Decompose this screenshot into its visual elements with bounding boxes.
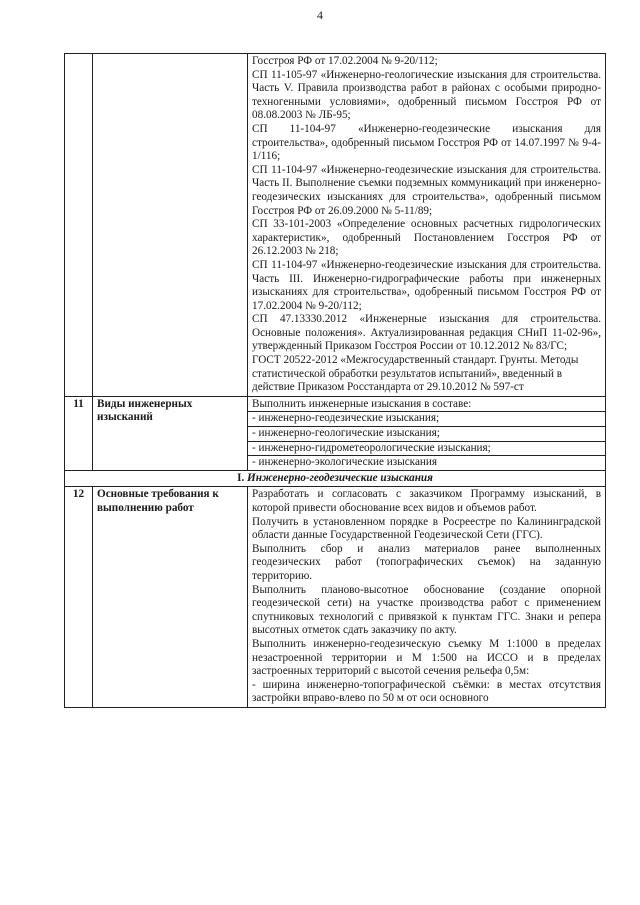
list-item: - инженерно-экологические изыскания xyxy=(252,456,438,469)
requirements-table xyxy=(64,53,606,708)
normative-reference: ГОСТ 20522-2012 «Межгосударственный стандарт. Грунты. Методы статистической обработки результатов испытаний», введенный в действие Приказом Росстандарта от 29.10.2012 № 597-ст xyxy=(252,354,579,394)
requirement-paragraph: Получить в установленном порядке в Росреестре по Калининградской области данные Государственной Геодезической Сети (ГГС). xyxy=(252,515,601,542)
list-item: - инженерно-геодезические изыскания; xyxy=(248,412,605,427)
row-title: Виды инженерных изысканий xyxy=(93,396,248,470)
table-row-11 xyxy=(65,396,606,470)
normative-reference: СП 11-104-97 «Инженерно-геодезические изыскания для строительства. Часть II. Выполнение съемки подземных коммуникаций при инженерно-геодезических изысканиях для строительства», одобренный письмом Госстроя РФ от 26.09.2000 № 5-11/89; xyxy=(252,163,601,217)
row-number: 12 xyxy=(65,487,93,708)
row-number-cell xyxy=(65,54,93,397)
table-row-12 xyxy=(65,487,606,708)
normative-reference: СП 11-104-97 «Инженерно-геодезические изыскания для строительства. Часть III. Инженерно-гидрографические работы при инженерных изысканиях для строительства», одобренный письмом Госстроя РФ от 17.02.2004 № 9-20/112; xyxy=(252,258,601,312)
page-number: 4 xyxy=(317,8,323,22)
section-heading xyxy=(65,470,606,487)
row-text-cell xyxy=(248,396,606,470)
normative-reference: СП 11-105-97 «Инженерно-геологические изыскания для строительства. Часть V. Правила производства работ в районах с особыми природно-техногенными условиями», одобренный письмом Госстроя РФ от 08.08.2003 № ЛБ-95; xyxy=(252,68,601,122)
section-number: I. xyxy=(237,471,245,484)
list-item: - инженерно-геологические изыскания; xyxy=(248,427,605,442)
requirement-paragraph: Разработать и согласовать с заказчиком Программу изысканий, в которой привести обоснование всех видов и объемов работ. xyxy=(252,488,601,514)
normative-reference: СП 47.13330.2012 «Инженерные изыскания для строительства. Основные положения». Актуализированная редакция СНиП 11-02-96», утвержденный Приказом Госстроя России от 10.12.2012 № 83/ГС; xyxy=(252,313,601,353)
row-name-cell xyxy=(93,54,248,397)
table-row-continued xyxy=(65,54,606,397)
list-intro: Выполнить инженерные изыскания в составе: xyxy=(248,398,605,413)
section-heading-row xyxy=(65,470,606,487)
requirement-paragraph: Выполнить инженерно-геодезическую съемку М 1:1000 в пределах незастроенной территории и М 1:500 на ИССО и в пределах застроенных территорий с высотой сечения рельефа 0,5м: xyxy=(252,637,601,678)
section-title: Инженерно-геодезические изыскания xyxy=(247,471,433,484)
row-text-cell xyxy=(248,487,606,708)
normative-reference: Госстроя РФ от 17.02.2004 № 9-20/112; xyxy=(252,55,438,67)
requirement-paragraph: - ширина инженерно-топографической съёмки: в местах отсутствия застройки вправо-влево по 50 м от оси основного xyxy=(252,678,601,705)
row-title: Основные требования к выполнению работ xyxy=(93,487,248,708)
normative-reference: СП 33-101-2003 «Определение основных расчетных гидрологических характеристик», одобренный Постановлением Госстроя РФ от 26.12.2003 № 218; xyxy=(252,218,601,258)
list-item: - инженерно-гидрометеорологические изыскания; xyxy=(248,442,605,457)
requirement-paragraph: Выполнить планово-высотное обоснование (создание опорной геодезической сети) на участке производства работ с применением спутниковых технологий с привязкой к пунктам ГГС. Знаки и репера высотных отметок сдать заказчику по акту. xyxy=(252,583,601,637)
row-text-cell xyxy=(248,54,606,397)
row-number: 11 xyxy=(65,396,93,470)
requirement-paragraph: Выполнить сбор и анализ материалов ранее выполненных геодезических работ (топографических съемок) на заданную территорию. xyxy=(252,542,601,582)
normative-reference: СП 11-104-97 «Инженерно-геодезические изыскания для строительства», одобренный письмом Госстроя РФ от 14.07.1997 № 9-4-1/116; xyxy=(252,122,601,163)
